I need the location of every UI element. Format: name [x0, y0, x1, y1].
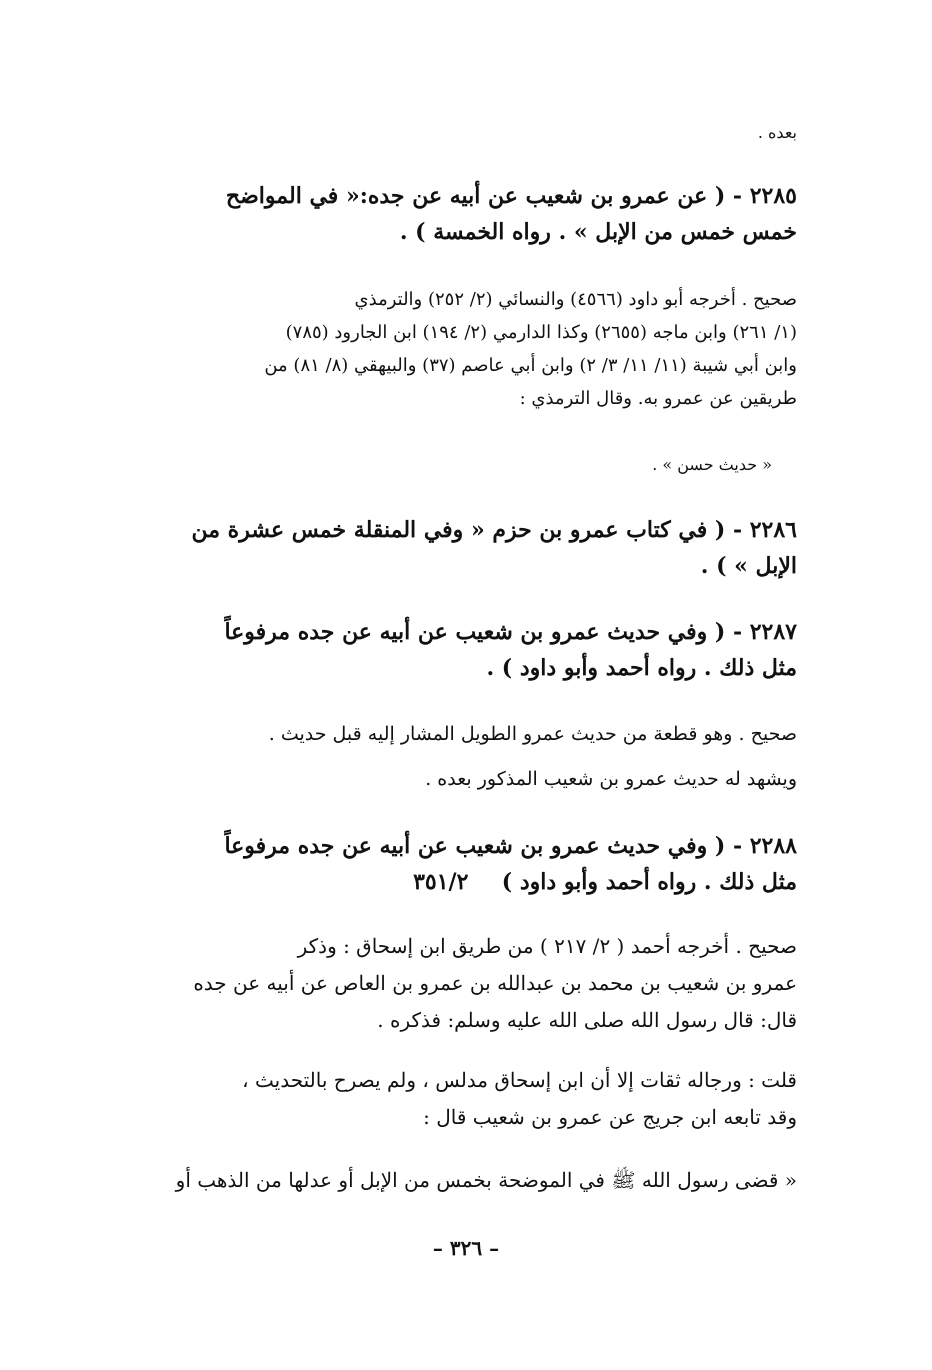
hadith-line: ٢٢٨٦ - ( في كتاب عمرو بن حزم « وفي المنقلة خمس عشرة من — [191, 517, 797, 543]
hadith-line: مثل ذلك . رواه أحمد وأبو داود ) ٣٥١/٢ — [413, 869, 797, 895]
note-line: قلت : ورجاله ثقات إلا أن ابن إسحاق مدلس ، ولم يصرح بالتحديث ، — [242, 1068, 797, 1092]
takhrij-line: قال: قال رسول الله صلى الله عليه وسلم: فذكره . — [377, 1008, 797, 1032]
takhrij-line: وابن أبي شيبة (١١/ ١١/ ٣/ ٢) وابن أبي عاصم (٣٧) والبيهقي (٨/ ٨١) من — [264, 355, 797, 376]
hadith-2287 — [137, 614, 797, 686]
quote-hasan: « حديث حسن » . — [652, 455, 772, 474]
takhrij-line: صحيح . أخرجه أبو داود (٤٥٦٦) والنسائي (٢/ ٢٥٢) والترمذي — [354, 289, 797, 310]
hadith-line: ٢٢٨٥ - ( عن عمرو بن شعيب عن أبيه عن جده:« في المواضح — [225, 183, 797, 209]
takhrij-2285 — [137, 283, 797, 415]
takhrij-line: (١/ ٢٦١) وابن ماجه (٢٦٥٥) وكذا الدارمي (٢/ ١٩٤) ابن الجارود (٧٨٥) — [285, 322, 797, 343]
takhrij-line: عمرو بن شعيب بن محمد بن عبدالله بن عمرو بن العاص عن أبيه عن جده — [193, 971, 797, 995]
hadith-2288 — [137, 828, 797, 900]
page-number: – ٣٢٦ – — [432, 1236, 500, 1260]
takhrij-line: ويشهد له حديث عمرو بن شعيب المذكور بعده . — [425, 768, 797, 790]
note-line: وقد تابعه ابن جريج عن عمرو بن شعيب قال : — [423, 1105, 797, 1129]
hadith-line: الإبل » ) . — [700, 553, 797, 579]
hadith-line: مثل ذلك . رواه أحمد وأبو داود ) . — [486, 655, 797, 681]
last-quote: « قضى رسول الله ﷺ في الموضحة بخمس من الإبل أو عدلها من الذهب أو — [175, 1168, 797, 1192]
hadith-2286 — [137, 512, 797, 584]
hadith-line: خمس خمس من الإبل » . رواه الخمسة ) . — [399, 219, 797, 245]
author-note — [137, 1062, 797, 1136]
hadith-line: ٢٢٨٨ - ( وفي حديث عمرو بن شعيب عن أبيه عن جده مرفوعاً — [224, 833, 797, 859]
takhrij-2287 — [137, 712, 797, 802]
hadith-line: ٢٢٨٧ - ( وفي حديث عمرو بن شعيب عن أبيه عن جده مرفوعاً — [224, 619, 797, 645]
takhrij-line: طريقين عن عمرو به. وقال الترمذي : — [519, 388, 797, 409]
takhrij-2288 — [137, 928, 797, 1039]
takhrij-line: صحيح . أخرجه أحمد ( ٢/ ٢١٧ ) من طريق ابن إسحاق : وذكر — [297, 934, 797, 958]
hadith-2285 — [137, 178, 797, 250]
top-fragment: بعده . — [757, 123, 797, 142]
volume-reference: ٣٥١/٢ — [413, 869, 469, 895]
takhrij-line: صحيح . وهو قطعة من حديث عمرو الطويل المشار إليه قبل حديث . — [268, 723, 797, 745]
